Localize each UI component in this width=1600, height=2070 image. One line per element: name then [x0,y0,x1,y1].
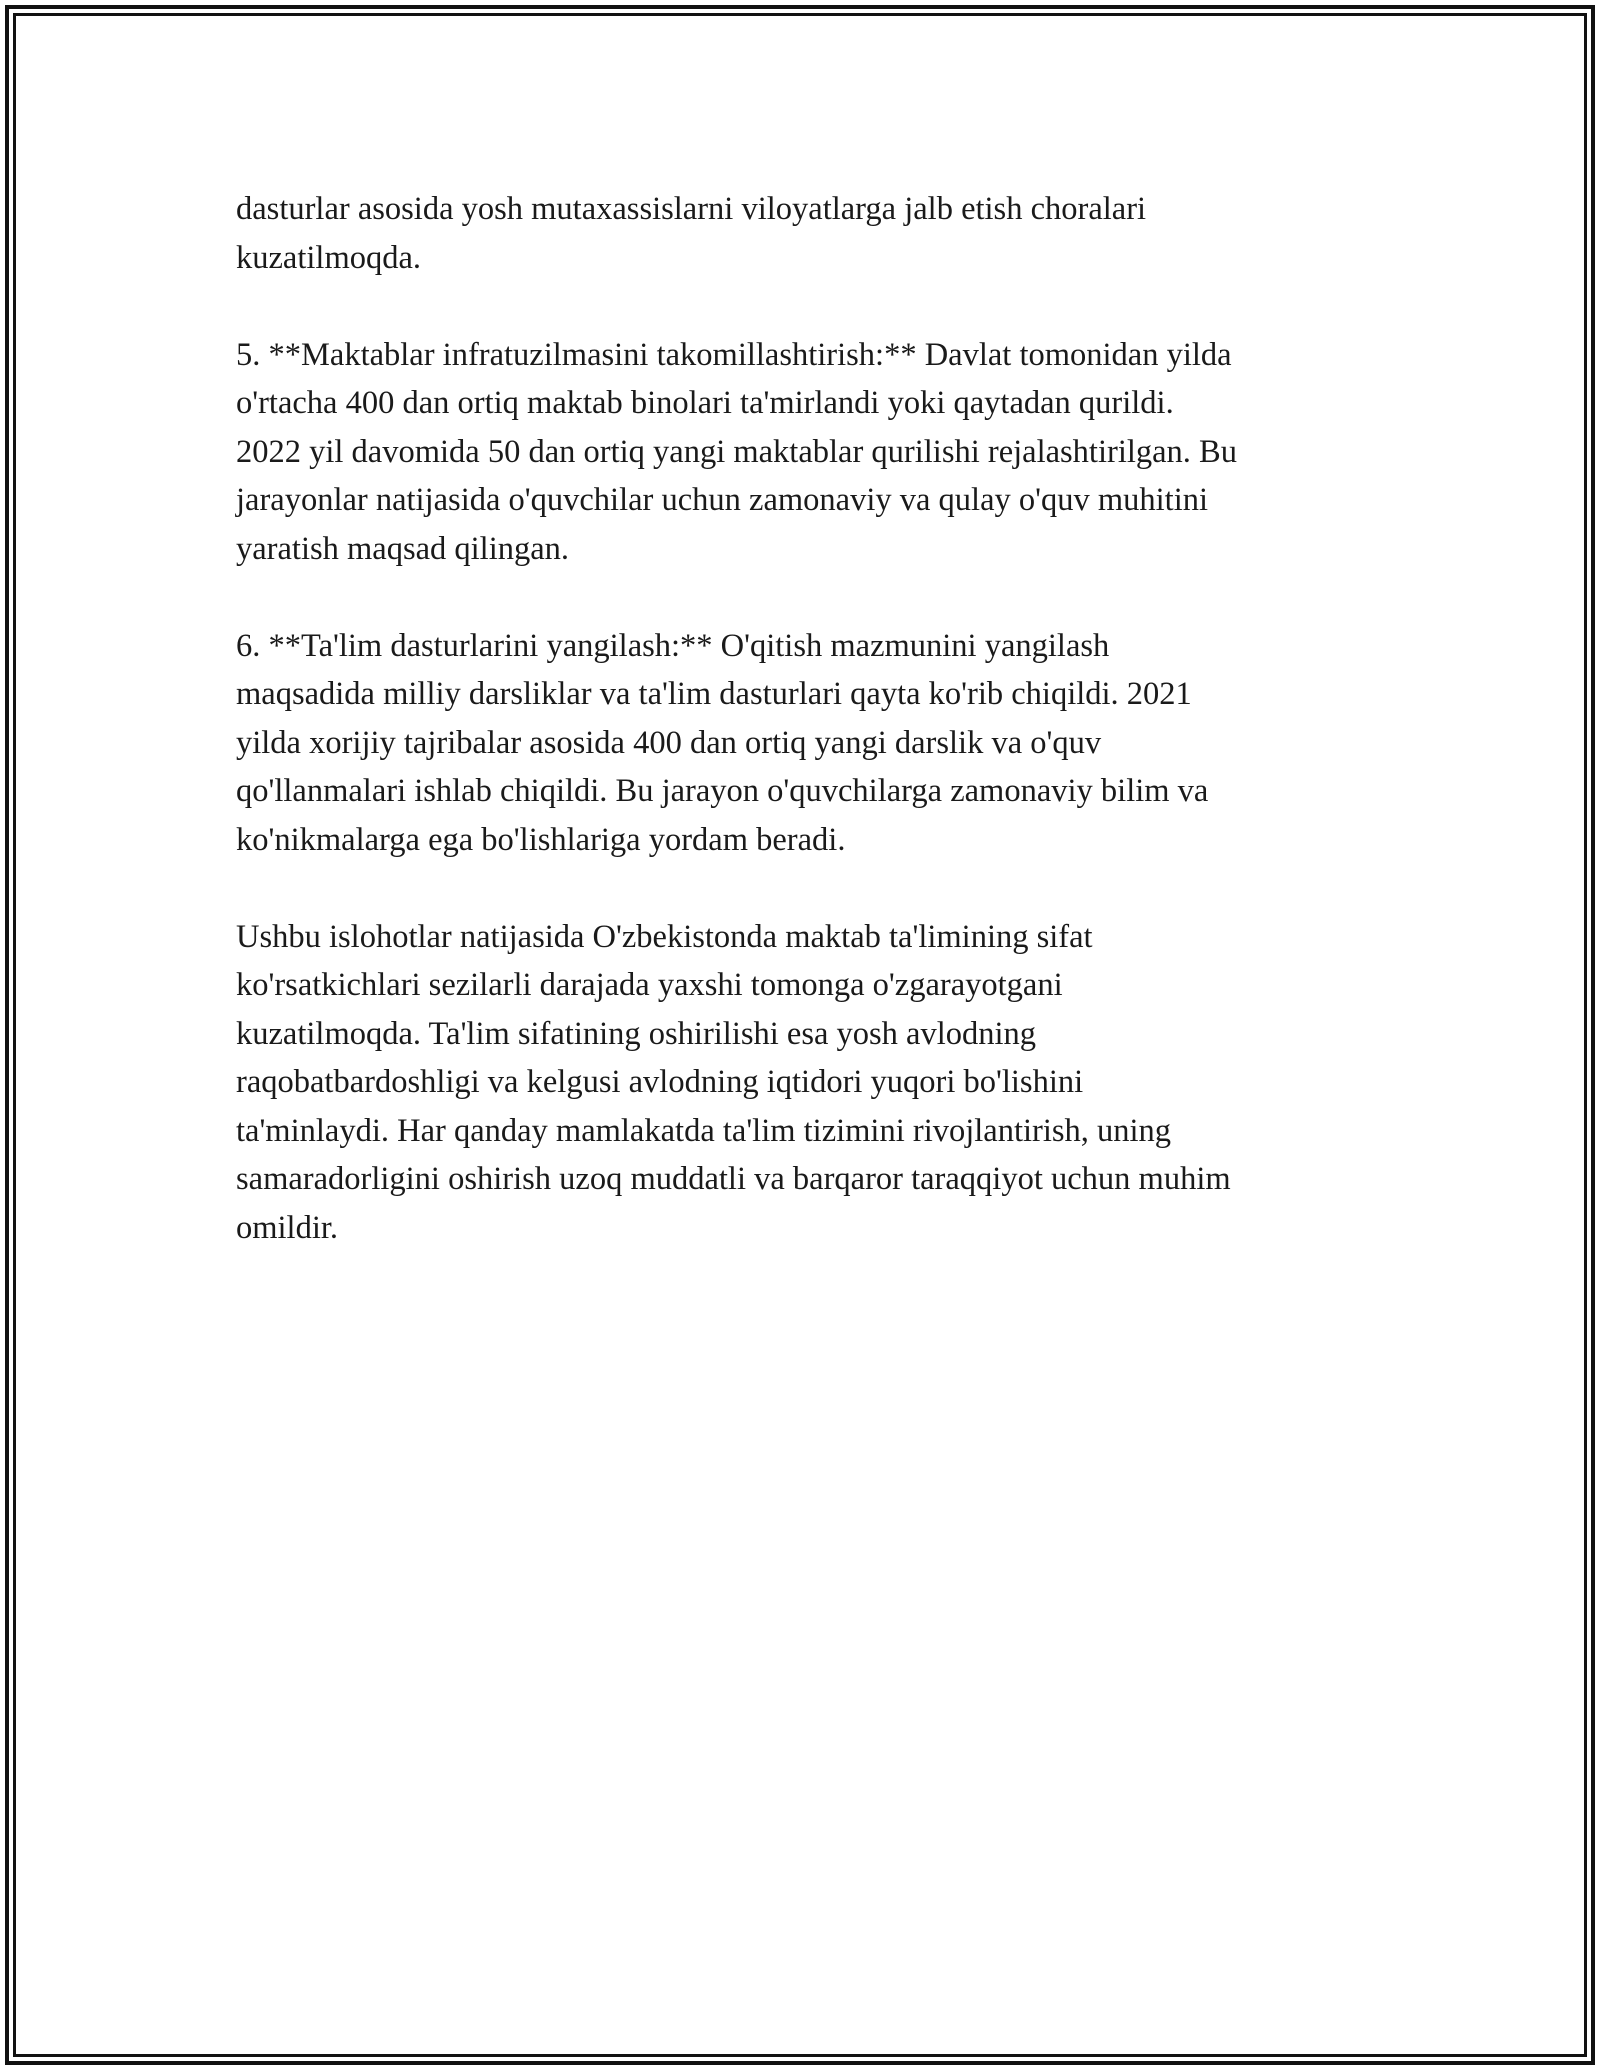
paragraph-item-6 [236,622,1386,865]
text-line: dasturlar asosida yosh mutaxassislarni viloyatlarga jalb etish choralari [236,191,1147,227]
text-line: raqobatbardoshligi va kelgusi avlodning iqtidori yuqori bo'lishini [236,1064,1084,1100]
text-line: jarayonlar natijasida o'quvchilar uchun zamonaviy va qulay o'quv muhitini [236,482,1209,518]
text-line: qo'llanmalari ishlab chiqildi. Bu jarayon o'quvchilarga zamonaviy bilim va [236,773,1209,809]
text-line: ko'nikmalarga ega bo'lishlariga yordam beradi. [236,821,846,858]
text-line: 6. **Ta'lim dasturlarini yangilash:** O'qitish mazmunini yangilash [236,627,1110,664]
text-line: ta'minlaydi. Har qanday mamlakatda ta'lim tizimini rivojlantirish, uning [236,1112,1172,1149]
text-line: Ushbu islohotlar natijasida O'zbekistonda maktab ta'limining sifat [236,918,1093,955]
text-line: 2022 yil davomida 50 dan ortiq yangi maktablar qurilishi rejalashtirilgan. Bu [236,433,1237,470]
text-line: yilda xorijiy tajribalar asosida 400 dan ortiq yangi darslik va o'quv [236,724,1102,761]
text-line: samaradorligini oshirish uzoq muddatli va barqaror taraqqiyot uchun muhim [236,1161,1231,1197]
text-line: yaratish maqsad qilingan. [236,530,570,567]
text-line: kuzatilmoqda. [236,239,422,276]
text-line: kuzatilmoqda. Ta'lim sifatining oshirilishi esa yosh avlodning [236,1015,1037,1052]
text-line: o'rtacha 400 dan ortiq maktab binolari ta'mirlandi yoki qaytadan qurildi. [236,385,1174,421]
text-line: 5. **Maktablar infratuzilmasini takomillashtirish:** Davlat tomonidan yilda [236,336,1232,373]
text-line: maqsadida milliy darsliklar va ta'lim dasturlari qayta ko'rib chiqildi. 2021 [236,676,1192,712]
text-line: ko'rsatkichlari sezilarli darajada yaxshi tomonga o'zgarayotgani [236,967,1063,1003]
paragraph-item-5 [236,331,1386,574]
paragraph-conclusion [236,913,1386,1253]
paragraph-continuation [236,185,1386,282]
document-body [236,185,1386,1301]
text-line: omildir. [236,1209,339,1246]
